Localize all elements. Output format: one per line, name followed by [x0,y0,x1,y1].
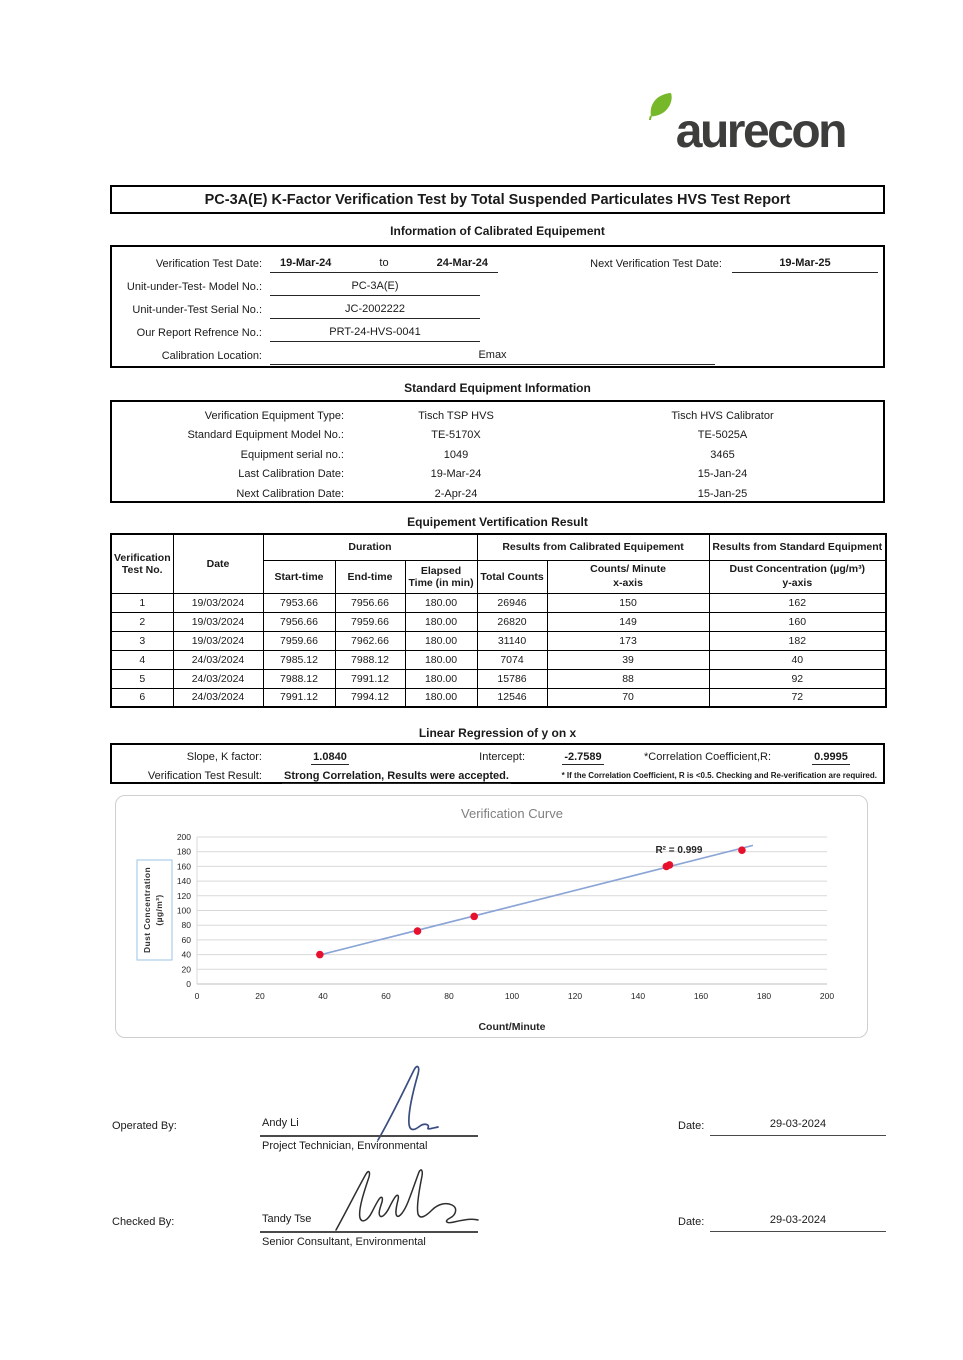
chart-y-tick-label: 160 [176,861,191,872]
table-row [112,747,883,766]
chart-x-tick-label: 60 [381,991,391,1001]
y-axis-label-units: (µg/m³) [154,894,164,926]
table-cell: 24/03/2024 [173,650,263,669]
table-cell: 15786 [477,669,547,688]
table-row [111,688,886,707]
table-row [112,319,883,342]
header-row [111,534,886,560]
table-row [111,631,886,650]
table-row [111,669,886,688]
table-cell: 7988.12 [335,650,405,669]
table-cell: 92 [709,669,886,688]
data-point [470,913,478,921]
aurecon-logo [645,94,845,166]
report-reference-value: PRT-24-HVS-0041 [270,326,480,342]
field-label: Slope, K factor: [186,750,262,763]
results-table-body [111,593,886,707]
test-result-text: Strong Correlation, Results were accepted. [284,769,509,782]
col-group-duration: Duration [263,534,477,560]
chart-x-tick-label: 140 [630,991,646,1001]
chart-y-tick-label: 180 [176,846,191,857]
operated-date-value: 29-03-2024 [769,1118,827,1130]
table-cell: 26820 [477,612,547,631]
data-point [666,861,674,869]
chart-x-tick-label: 80 [444,991,454,1001]
table-row [112,445,883,465]
table-row [111,593,886,612]
table-row [112,426,883,446]
col-header-subline: y-axis [782,576,813,589]
section-heading-standard-info: Standard Equipment Information [404,381,591,395]
table-cell: 7956.66 [335,593,405,612]
table-cell: 5 [111,669,173,688]
intercept-value-text: -2.7589 [564,750,602,763]
table-row [112,296,883,319]
table-row [111,650,886,669]
date-label: Date: [678,1120,705,1132]
table-cell: 150 [547,593,709,612]
table-cell: 180.00 [405,631,477,650]
table-cell: 7962.66 [335,631,405,650]
table-cell: 7953.66 [263,593,335,612]
table-cell: 180.00 [405,650,477,669]
checked-date-value: 29-03-2024 [769,1214,827,1226]
date-line [710,1231,886,1232]
data-point [316,951,324,959]
next-verification-date-value: 19-Mar-25 [732,257,878,273]
next-cal-date-1: 2-Apr-24 [434,487,478,500]
table-cell: 40 [709,650,886,669]
next-cal-date-2: 15-Jan-25 [697,487,748,500]
correlation-note: * If the Correlation Coefficient, R is <0.5. Checking and Re-verification are required. [561,771,877,780]
table-cell: 72 [709,688,886,707]
last-cal-date-1: 19-Mar-24 [430,468,482,481]
signature-line [260,1135,478,1137]
logo-wordmark: aurecon [675,105,845,158]
table-row [112,484,883,504]
table-cell: 7988.12 [263,669,335,688]
data-point [414,927,422,935]
chart-y-tick-label: 80 [181,920,191,931]
col-header-line: Counts/ Minute [590,563,666,576]
signature-line [260,1231,478,1233]
field-label: Verification Test Date: [155,258,262,270]
table-cell: 7959.66 [263,631,335,650]
chart-y-tick-label: 20 [181,964,191,975]
verification-curve-chart [116,796,867,1037]
table-row [112,465,883,485]
chart-y-tick-label: 60 [181,934,191,945]
chart-y-tick-label: 40 [181,949,191,960]
verification-curve-panel [115,795,868,1038]
table-cell: 70 [547,688,709,707]
table-cell: 26946 [477,593,547,612]
date-to: 24-Mar-24 [436,257,488,269]
table-cell: 4 [111,650,173,669]
table-cell: 7956.66 [263,612,335,631]
col-header-elapsed: Elapsed Time (in min) [405,560,477,593]
col-header-line: Dust Concentration (µg/m³) [729,563,866,576]
operated-by-label: Operated By: [112,1120,177,1132]
calibration-location-value: Emax [270,349,715,365]
table-row [112,406,883,426]
table-cell: 19/03/2024 [173,631,263,650]
table-cell: 162 [709,593,886,612]
chart-y-tick-label: 100 [176,905,191,916]
col-header-end-time: End-time [335,560,405,593]
regression-table [110,743,885,784]
r-squared-annotation: R² = 0.999 [655,845,703,857]
trendline [320,845,753,955]
verification-test-date-value [270,257,498,273]
table-row [112,766,883,785]
col-group-calibrated: Results from Calibrated Equipement [477,534,709,560]
field-label: Unit-under-Test- Model No.: [126,281,262,293]
table-cell: 160 [709,612,886,631]
field-label: Next Verification Test Date: [590,258,722,270]
chart-x-tick-label: 40 [318,991,328,1001]
model-no-2: TE-5025A [697,429,748,442]
table-cell: 182 [709,631,886,650]
field-label: Next Calibration Date: [236,487,344,500]
section-heading-calibrated-info: Information of Calibrated Equipement [390,224,605,238]
col-header-test-no: Verification Test No. [111,534,173,593]
results-table [110,533,887,708]
table-cell: 3 [111,631,173,650]
table-cell: 19/03/2024 [173,593,263,612]
chart-y-tick-label: 0 [186,979,191,989]
table-cell: 149 [547,612,709,631]
correlation-value-text: 0.9995 [814,750,848,763]
table-cell: 7959.66 [335,612,405,631]
date-from: 19-Mar-24 [280,257,332,269]
checked-signature [332,1168,484,1234]
chart-title: Verification Curve [461,806,563,821]
chart-y-tick-label: 140 [176,876,191,887]
chart-x-tick-label: 180 [756,991,772,1001]
field-label: *Correlation Coefficient,R: [644,750,771,763]
calibrated-info-table [110,245,885,368]
table-cell: 180.00 [405,593,477,612]
table-cell: 24/03/2024 [173,688,263,707]
table-cell: 31140 [477,631,547,650]
equipment-type-2: Tisch HVS Calibrator [671,409,774,422]
col-header-start-time: Start-time [263,560,335,593]
table-cell: 7991.12 [335,669,405,688]
col-header-total-counts: Total Counts [477,560,547,593]
table-cell: 6 [111,688,173,707]
chart-x-tick-label: 0 [194,991,200,1001]
serial-no-value: JC-2002222 [270,303,480,319]
field-label: Equipment serial no.: [240,448,344,461]
chart-x-tick-label: 200 [819,991,835,1001]
table-cell: 88 [547,669,709,688]
model-no-value: PC-3A(E) [270,280,480,296]
intercept-value [533,751,633,763]
table-cell: 180.00 [405,612,477,631]
field-label: Standard Equipment Model No.: [187,429,344,442]
chart-x-tick-label: 120 [567,991,583,1001]
table-cell: 173 [547,631,709,650]
results-table-header [111,534,886,593]
standard-info-table [110,400,885,503]
chart-x-tick-label: 100 [504,991,520,1001]
serial-no-1: 1049 [443,448,469,461]
operated-title: Project Technician, Environmental [262,1140,428,1152]
x-axis-label: Count/Minute [478,1021,546,1033]
model-no-1: TE-5170X [431,429,481,442]
checked-title: Senior Consultant, Environmental [262,1236,426,1248]
checked-by-label: Checked By: [112,1216,175,1228]
data-point [738,846,746,854]
report-title-text: PC-3A(E) K-Factor Verification Test by Total Suspended Particulates HVS Test Report [204,191,791,208]
field-label: Intercept: [479,750,525,763]
correlation-value [779,751,883,763]
checked-name: Tandy Tse [262,1213,312,1225]
table-cell: 180.00 [405,688,477,707]
table-cell: 2 [111,612,173,631]
chart-y-tick-label: 200 [176,832,191,842]
test-result-value [282,770,511,782]
date-to-word: to [379,257,389,269]
col-header-date: Date [173,534,263,593]
table-cell: 7074 [477,650,547,669]
field-label: Last Calibration Date: [238,468,344,481]
operated-signature [372,1064,446,1144]
equipment-type-1: Tisch TSP HVS [418,409,494,422]
table-cell: 7991.12 [263,688,335,707]
col-group-standard: Results from Standard Equipment [709,534,886,560]
table-cell: 7994.12 [335,688,405,707]
serial-no-2: 3465 [710,448,735,461]
col-header-counts-minute [547,560,709,593]
last-cal-date-2: 15-Jan-24 [697,468,748,481]
chart-x-tick-label: 20 [255,991,265,1001]
date-label: Date: [678,1216,705,1228]
chart-x-tick-label: 160 [693,991,709,1001]
table-cell: 19/03/2024 [173,612,263,631]
table-cell: 39 [547,650,709,669]
field-label: Verification Test Result: [147,769,262,782]
slope-value-text: 1.0840 [313,750,347,763]
col-header-subline: x-axis [613,576,643,589]
y-axis-label: Dust Concentration [142,866,152,954]
report-title [110,185,885,214]
table-cell: 180.00 [405,669,477,688]
section-heading-results: Equipement Vertification Result [407,515,588,529]
field-label: Calibration Location: [161,350,262,362]
table-cell: 1 [111,593,173,612]
field-label: Verification Equipment Type: [204,409,344,422]
col-header-dust-concentration [709,560,886,593]
table-row [112,342,883,365]
slope-value [270,751,390,763]
field-label: Unit-under-Test Serial No.: [132,304,262,316]
field-label: Our Report Refrence No.: [136,327,262,339]
table-cell: 24/03/2024 [173,669,263,688]
table-row [112,273,883,296]
table-row [111,612,886,631]
section-heading-regression: Linear Regression of y on x [418,726,577,740]
operated-name: Andy Li [262,1117,299,1129]
table-row [112,250,883,273]
date-line [710,1135,886,1136]
table-cell: 12546 [477,688,547,707]
chart-y-tick-label: 120 [176,890,191,901]
table-cell: 7985.12 [263,650,335,669]
